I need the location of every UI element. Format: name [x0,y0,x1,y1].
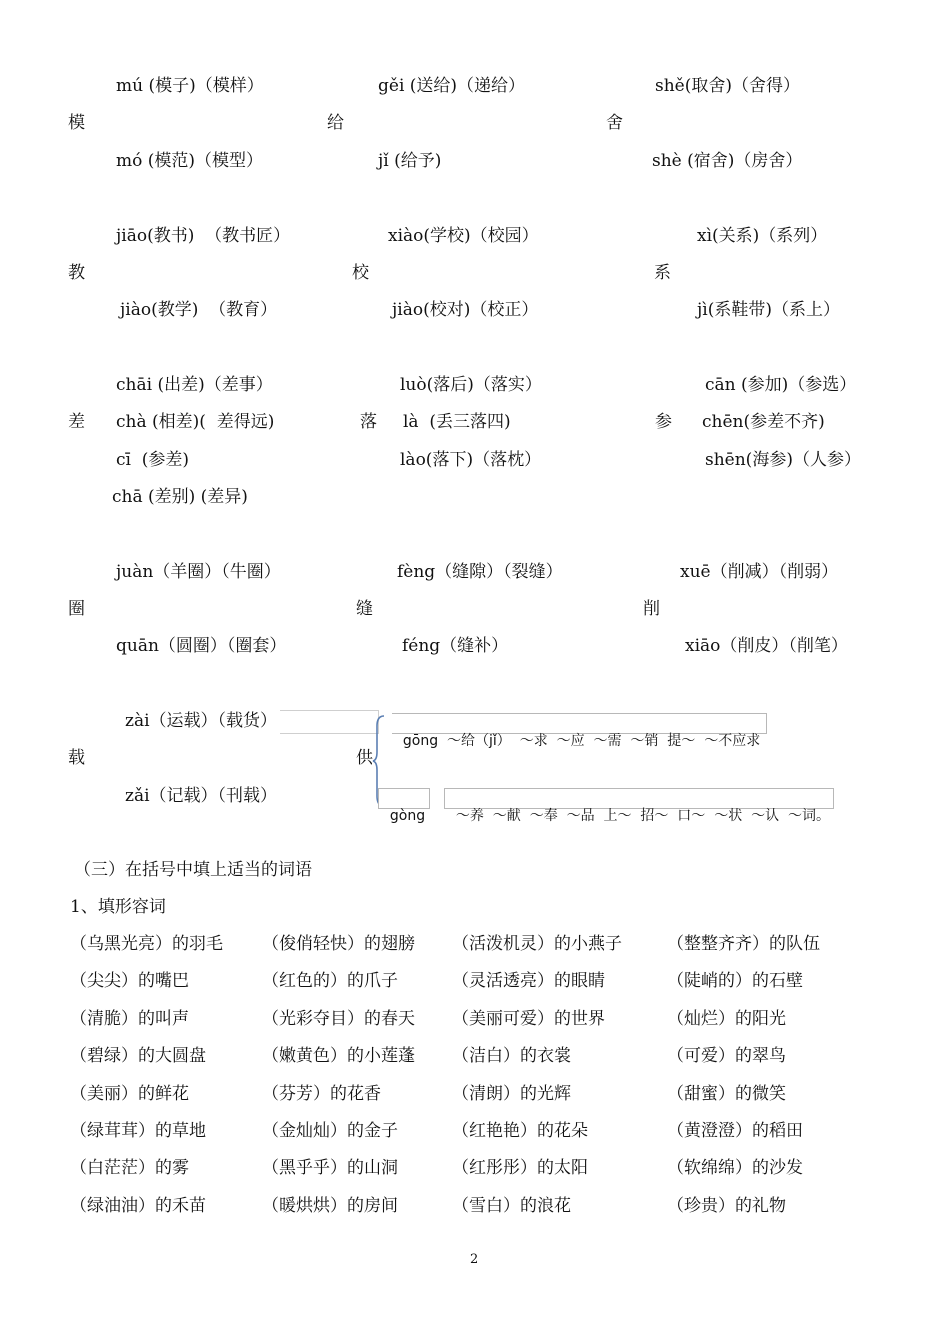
adjective-item: （活泼机灵）的小燕子 [452,934,622,954]
cha-l4: chā (差别) (差异) [112,487,248,507]
adjective-item: （黑乎乎）的山洞 [262,1158,398,1178]
adjective-item: （清朗）的光辉 [452,1084,571,1104]
quan-char: 圈 [68,599,85,619]
quan-bottom: quān（圆圈）（圈套） [116,636,287,656]
gong-bottom-words-box [444,788,834,824]
adjective-item: （红彤彤）的太阳 [452,1158,588,1178]
adjective-item: （珍贵）的礼物 [667,1196,786,1216]
adjective-item: （雪白）的浪花 [452,1196,571,1216]
gei-char: 给 [327,113,344,133]
mo-top: mú (模子)（模样） [116,76,264,96]
luo-char: 落 [360,412,377,432]
zai-bottom: zǎi（记载）（刊载） [125,786,278,806]
gong-bottom-pinyin: gòng [389,808,426,824]
page-number: 2 [470,1252,479,1267]
mo-bottom: mó (模范)（模型） [116,151,264,171]
adjective-item: （红色的）的爪子 [262,971,398,991]
jiao-bottom: jiào(教学) （教育） [120,300,278,320]
luo-l3: lào(落下)（落枕） [400,450,542,470]
gei-bottom: jǐ (给予) [378,151,442,171]
quan-top: juàn（羊圈）（牛圈） [116,562,281,582]
zai-underline-box [280,710,379,734]
jiao-char: 教 [68,263,85,283]
cha-l3: cī (参差) [116,450,190,470]
gei-top: gěi (送给)（递给） [378,76,526,96]
luo-l1: luò(落后)（落实） [400,375,542,395]
adjective-item: （绿油油）的禾苗 [70,1196,206,1216]
gong-char: 供 [356,748,373,768]
xue-top: xuē（削减）（削弱） [680,562,839,582]
adjective-item: （可爱）的翠鸟 [667,1046,786,1066]
adjective-item: （整整齐齐）的队伍 [667,934,820,954]
luo-l2: là (丢三落四) [403,412,511,432]
she-top: shě(取舍)（舍得） [655,76,800,96]
zai-char: 载 [68,748,85,768]
xue-char: 削 [643,599,660,619]
she-char: 舍 [606,113,623,133]
adjective-item: （碧绿）的大圆盘 [70,1046,206,1066]
xue-bottom: xiāo（削皮）（削笔） [685,636,848,656]
adjective-item: （芬芳）的花香 [262,1084,381,1104]
adjective-item: （黄澄澄）的稻田 [667,1121,803,1141]
cha-char: 差 [68,412,85,432]
adjective-item: （红艳艳）的花朵 [452,1121,588,1141]
xiao-char: 校 [352,263,369,283]
gong-top-words: ～给（jǐ） ～求 ～应 ～需 ～销 提～ ～不应求 [447,733,761,749]
adjective-item: （绿茸茸）的草地 [70,1121,206,1141]
she-bottom: shè (宿舍)（房舍） [652,151,803,171]
gong-bottom-words: ～养 ～献 ～奉 ～品 上～ 招～ 口～ ～状 ～认 ～词。 [455,808,831,824]
adjective-item: （灵活透亮）的眼睛 [452,971,605,991]
adjective-item: （白茫茫）的雾 [70,1158,189,1178]
adjective-item: （美丽）的鲜花 [70,1084,189,1104]
cha-l1: chāi (出差)（差事） [116,375,273,395]
feng-bottom: féng（缝补） [402,636,509,656]
adjective-item: （乌黑光亮）的羽毛 [70,934,223,954]
sub-title: 1、填形容词 [70,897,166,917]
xi-bottom: jì(系鞋带)（系上） [697,300,840,320]
can-char: 参 [655,412,672,432]
cha-l2: chà (相差)( 差得远) [116,412,275,432]
adjective-item: （嫩黄色）的小莲蓬 [262,1046,415,1066]
can-l1: cān (参加)（参选） [705,375,857,395]
mo-char: 模 [68,113,85,133]
adjective-item: （陡峭的）的石壁 [667,971,803,991]
gong-bottom-pinyin-box [378,788,430,824]
adjective-item: （清脆）的叫声 [70,1009,189,1029]
jiao-top: jiāo(教书) （教书匠） [116,226,291,246]
gong-top-pinyin: gōng [402,733,439,749]
gong-top-box [392,713,767,749]
adjective-item: （灿烂）的阳光 [667,1009,786,1029]
section-title: （三）在括号中填上适当的词语 [74,860,312,880]
zai-top: zài（运载）（载货） [125,711,278,731]
xiao-bottom: jiào(校对)（校正） [392,300,539,320]
adjective-item: （暖烘烘）的房间 [262,1196,398,1216]
adjective-item: （软绵绵）的沙发 [667,1158,803,1178]
can-l2: chēn(参差不齐) [702,412,825,432]
feng-char: 缝 [356,599,373,619]
adjective-item: （甜蜜）的微笑 [667,1084,786,1104]
xi-char: 系 [654,263,671,283]
feng-top: fèng（缝隙）（裂缝） [397,562,563,582]
xi-top: xì(关系)（系列） [697,226,828,246]
adjective-item: （尖尖）的嘴巴 [70,971,189,991]
can-l3: shēn(海参)（人参） [705,450,861,470]
adjective-item: （光彩夺目）的春天 [262,1009,415,1029]
adjective-item: （洁白）的衣裳 [452,1046,571,1066]
adjective-item: （金灿灿）的金子 [262,1121,398,1141]
xiao-top: xiào(学校)（校园） [388,226,539,246]
adjective-item: （美丽可爱）的世界 [452,1009,605,1029]
adjective-item: （俊俏轻快）的翅膀 [262,934,415,954]
